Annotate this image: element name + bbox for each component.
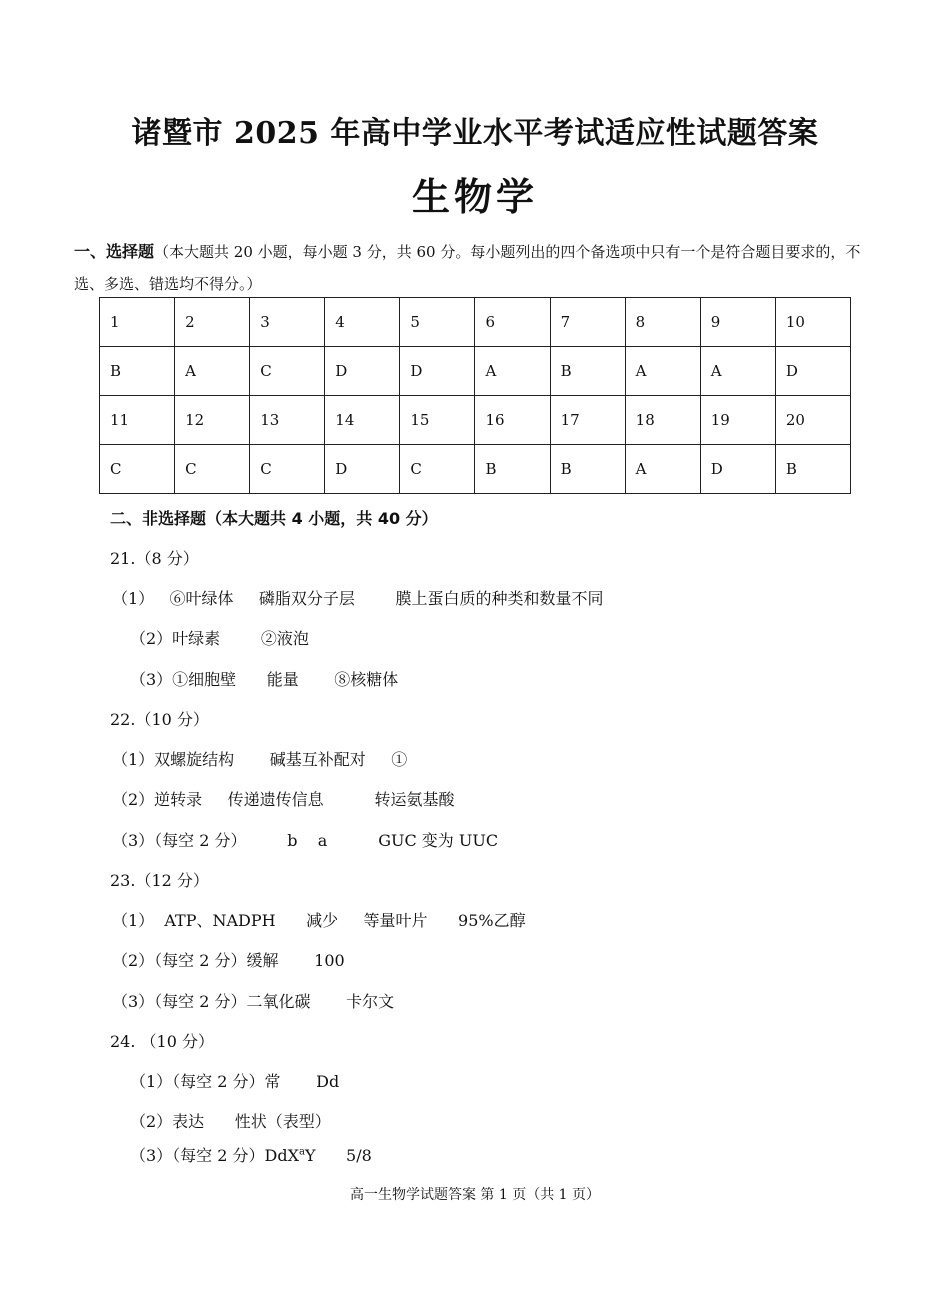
q24-answer-3-sup: a [299,1146,305,1158]
q22-answer-2: （2）逆转录 传递遗传信息 转运氨基酸 [112,790,455,809]
answer-cell: C [250,445,325,494]
question-number-cell: 7 [550,298,625,347]
page-title: 诸暨市 2025 年高中学业水平考试适应性试题答案 [131,116,819,151]
question-number-row [100,396,851,445]
answer-cell: A [175,347,250,396]
question-number-cell: 14 [325,396,400,445]
q23-answer-2: （2）（每空 2 分）缓解 100 [112,951,345,970]
question-number-cell: 17 [550,396,625,445]
q21-answer-1: （1） ⑥叶绿体 磷脂双分子层 膜上蛋白质的种类和数量不同 [112,589,604,608]
q21-answer-3: （3）①细胞壁 能量 ⑧核糖体 [130,670,399,689]
section1-intro [74,236,864,300]
answer-cell: B [100,347,175,396]
subject-title: 生物学 [411,174,538,219]
answer-cell: B [550,347,625,396]
question-number-cell: 4 [325,298,400,347]
question-number-cell: 13 [250,396,325,445]
question-number-cell: 10 [775,298,850,347]
q21-heading: 21.（8 分） [110,549,199,568]
answer-cell: B [475,445,550,494]
answer-cell: D [325,347,400,396]
q23-heading: 23.（12 分） [110,871,209,890]
answer-cell: D [775,347,850,396]
question-number-cell: 12 [175,396,250,445]
answer-cell: C [400,445,475,494]
q22-answer-3: （3）（每空 2 分） b a GUC 变为 UUC [112,831,499,850]
answer-cell: C [250,347,325,396]
question-number-cell: 20 [775,396,850,445]
question-number-cell: 11 [100,396,175,445]
q23-answer-1: （1） ATP、NADPH 减少 等量叶片 95%乙醇 [112,911,526,930]
question-number-cell: 3 [250,298,325,347]
question-number-cell: 18 [625,396,700,445]
answer-cell: D [700,445,775,494]
question-number-cell: 5 [400,298,475,347]
question-number-cell: 9 [700,298,775,347]
q24-answer-3-pre: （3）（每空 2 分）DdX [130,1146,299,1165]
q22-answer-1: （1）双螺旋结构 碱基互补配对 ① [112,750,408,769]
question-number-cell: 8 [625,298,700,347]
answer-row [100,445,851,494]
answer-cell: D [325,445,400,494]
answer-cell: B [550,445,625,494]
section1-heading: 一、选择题 [74,242,155,261]
answer-cell: A [625,445,700,494]
page-footer: 高一生物学试题答案 第 1 页（共 1 页） [349,1187,601,1203]
q21-answer-2: （2）叶绿素 ②液泡 [130,629,309,648]
question-number-cell: 15 [400,396,475,445]
question-number-cell: 6 [475,298,550,347]
question-number-cell: 1 [100,298,175,347]
q23-answer-3: （3）（每空 2 分）二氧化碳 卡尔文 [112,992,395,1011]
section1-note: （本大题共 20 小题，每小题 3 分，共 60 分。每小题列出的四个备选项中只有一个是符合题目要求的，不选、多选、错选均不得分。） [74,243,861,293]
answer-cell: D [400,347,475,396]
section2-heading: 二、非选择题（本大题共 4 小题，共 40 分） [110,509,438,528]
q24-answer-2: （2）表达 性状（表型） [130,1112,331,1131]
answer-table [99,297,851,494]
answer-cell: B [775,445,850,494]
answer-cell: A [700,347,775,396]
answer-row [100,347,851,396]
question-number-cell: 16 [475,396,550,445]
question-number-cell: 19 [700,396,775,445]
answer-cell: A [475,347,550,396]
answer-cell: A [625,347,700,396]
question-number-row [100,298,851,347]
answer-cell: C [100,445,175,494]
q22-heading: 22.（10 分） [110,710,209,729]
q24-answer-1: （1）（每空 2 分）常 Dd [130,1072,340,1091]
q24-answer-3 [130,1143,372,1166]
q24-heading: 24. （10 分） [110,1032,214,1051]
answer-cell: C [175,445,250,494]
q24-answer-3-post: Y 5/8 [304,1146,372,1165]
question-number-cell: 2 [175,298,250,347]
